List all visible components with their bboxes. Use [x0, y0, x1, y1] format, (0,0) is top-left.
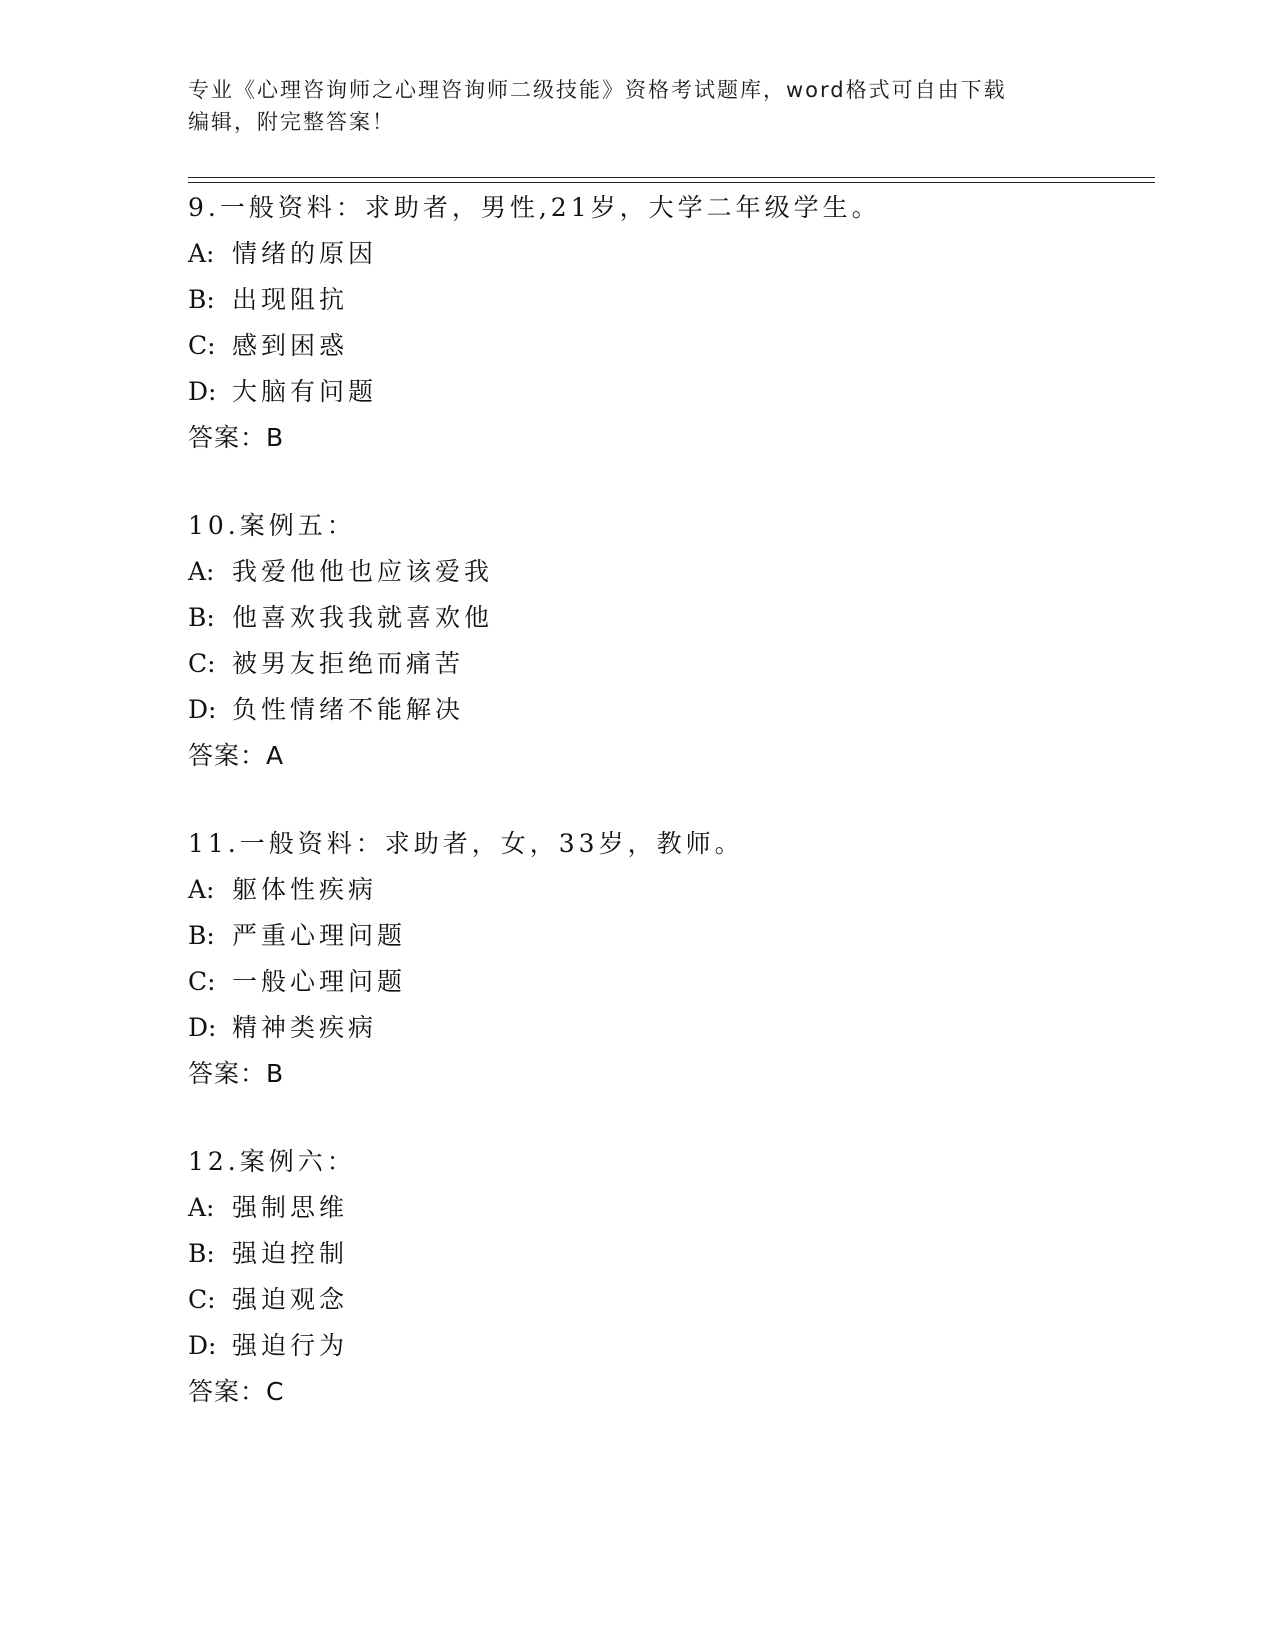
- option-letter: A:: [188, 1193, 215, 1222]
- option-text: 大脑有问题: [232, 377, 378, 406]
- option-letter: B:: [188, 921, 215, 950]
- question-title: 11.一般资料：求助者，女，33岁，教师。: [188, 829, 744, 858]
- option-text: 我爱他他也应该爱我: [232, 557, 494, 586]
- answer-line: 答案：A: [188, 741, 285, 770]
- option-text: 强制思维: [232, 1193, 349, 1222]
- option-text: 躯体性疾病: [232, 875, 378, 904]
- option-c: [188, 323, 1148, 369]
- option-letter: A:: [188, 557, 215, 586]
- header-line-1: 专业《心理咨询师之心理咨询师二级技能》资格考试题库，word格式可自由下载: [188, 78, 1007, 102]
- answer-line: 答案：C: [188, 1377, 285, 1406]
- question-block: [188, 503, 1148, 779]
- option-b: [188, 595, 1148, 641]
- option-letter: A:: [188, 239, 215, 268]
- option-text: 情绪的原因: [232, 239, 378, 268]
- option-text: 严重心理问题: [232, 921, 407, 950]
- option-letter: C:: [188, 331, 216, 360]
- header-divider-top: [188, 177, 1155, 178]
- question-title: 9.一般资料：求助者，男性,21岁，大学二年级学生。: [188, 193, 881, 222]
- option-letter: B:: [188, 1239, 215, 1268]
- question-block: [188, 185, 1148, 461]
- option-a: [188, 867, 1148, 913]
- option-c: [188, 1277, 1148, 1323]
- option-text: 被男友拒绝而痛苦: [232, 649, 465, 678]
- option-d: [188, 1005, 1148, 1051]
- option-letter: C:: [188, 967, 216, 996]
- option-d: [188, 687, 1148, 733]
- question-block: [188, 821, 1148, 1097]
- option-letter: D:: [188, 1013, 217, 1042]
- option-letter: C:: [188, 1285, 216, 1314]
- question-block: [188, 1139, 1148, 1415]
- question-title: 10.案例五：: [188, 511, 356, 540]
- option-letter: D:: [188, 377, 217, 406]
- option-d: [188, 369, 1148, 415]
- option-a: [188, 1185, 1148, 1231]
- option-b: [188, 1231, 1148, 1277]
- option-letter: D:: [188, 1331, 217, 1360]
- option-text: 强迫观念: [232, 1285, 349, 1314]
- option-b: [188, 913, 1148, 959]
- option-text: 出现阻抗: [232, 285, 349, 314]
- document-header: [188, 74, 1088, 138]
- option-text: 强迫控制: [232, 1239, 349, 1268]
- option-text: 感到困惑: [232, 331, 349, 360]
- option-letter: D:: [188, 695, 217, 724]
- question-title: 12.案例六：: [188, 1147, 356, 1176]
- option-b: [188, 277, 1148, 323]
- header-line-2: 编辑，附完整答案！: [188, 110, 395, 134]
- answer-line: 答案：B: [188, 1059, 285, 1088]
- option-letter: B:: [188, 603, 215, 632]
- option-c: [188, 959, 1148, 1005]
- option-c: [188, 641, 1148, 687]
- option-a: [188, 231, 1148, 277]
- option-text: 他喜欢我我就喜欢他: [232, 603, 494, 632]
- option-text: 一般心理问题: [232, 967, 407, 996]
- header-divider-bottom: [188, 182, 1155, 183]
- option-d: [188, 1323, 1148, 1369]
- option-letter: A:: [188, 875, 215, 904]
- option-text: 负性情绪不能解决: [232, 695, 465, 724]
- answer-line: 答案：B: [188, 423, 285, 452]
- option-text: 精神类疾病: [232, 1013, 378, 1042]
- option-text: 强迫行为: [232, 1331, 349, 1360]
- option-letter: B:: [188, 285, 215, 314]
- option-letter: C:: [188, 649, 216, 678]
- option-a: [188, 549, 1148, 595]
